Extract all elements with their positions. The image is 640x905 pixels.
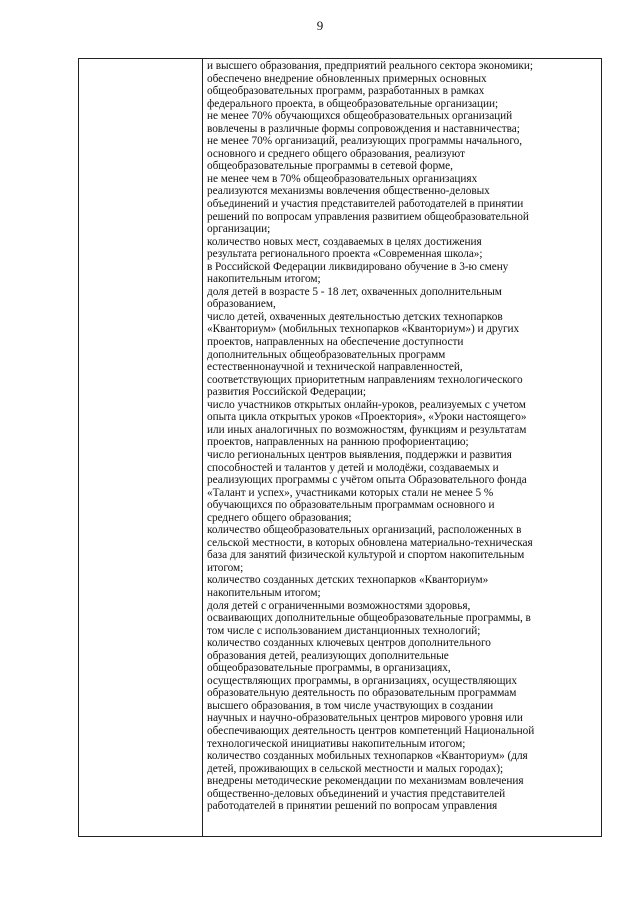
text-line: количество созданных ключевых центров дополнительного [207, 637, 491, 650]
text-line: федерального проекта, в общеобразовательные организации; [207, 97, 499, 110]
text-line: количество общеобразовательных организаций, расположенных в [207, 524, 522, 537]
text-line: общеобразовательных программ, разработанных в рамках [207, 85, 485, 98]
text-line: дополнительных общеобразовательных программ [207, 348, 446, 361]
text-line: накопительным итогом; [207, 273, 321, 286]
text-line: и высшего образования, предприятий реального сектора экономики; [207, 60, 533, 72]
text-line: «Кванториум» (мобильных технопарков «Кванториум») и других [207, 323, 520, 336]
text-line: образовательную деятельность по образовательным программам [207, 687, 517, 700]
text-line: доля детей с ограниченными возможностями здоровья, [207, 599, 471, 612]
text-line: или иных аналогичных по возможностям, функциям и результатам [207, 423, 527, 436]
text-line: «Талант и успех», участниками которых стали не менее 5 % [207, 486, 494, 499]
text-line: обучающихся по образовательным программам основного и [207, 499, 495, 512]
text-line: число детей, охваченных деятельностью детских технопарков [207, 310, 503, 323]
text-line: база для занятий физической культурой и спортом накопительным [207, 549, 525, 562]
text-line: реализуются механизмы вовлечения общественно-деловых [207, 185, 490, 198]
text-line: не менее 70% организаций, реализующих программы начального, [207, 135, 523, 148]
text-line: внедрены методические рекомендации по механизмам вовлечения [207, 775, 524, 788]
text-line: общеобразовательные программы в сетевой форме, [207, 160, 453, 173]
text-line: опыта цикла открытых уроков «Проектория», «Уроки настоящего» [207, 411, 527, 424]
text-line: проектов, направленных на раннюю профориентацию; [207, 436, 469, 449]
text-line: организации; [207, 223, 271, 236]
text-line: среднего общего образования; [207, 511, 352, 524]
text-line: основного и среднего общего образования, реализуют [207, 147, 465, 160]
text-line: том числе с использованием дистанционных технологий; [207, 624, 481, 637]
text-line: осваивающих дополнительные общеобразовательные программы, в [207, 612, 531, 625]
text-line: в Российской Федерации ликвидировано обучение в 3-ю смену [207, 260, 509, 273]
text-line: не менее чем в 70% общеобразовательных организациях [207, 172, 478, 185]
text-line: не менее 70% обучающихся общеобразовательных организаций [207, 110, 513, 123]
right-column-cell [203, 59, 602, 837]
text-line: количество созданных мобильных технопарков «Кванториум» (для [207, 750, 528, 763]
text-line: детей, проживающих в сельской местности и малых городах); [207, 762, 504, 775]
text-line: количество созданных детских технопарков «Кванториум» [207, 574, 489, 587]
text-line: обеспечивающих деятельность центров компетенций Национальной [207, 724, 535, 737]
text-line: реализующих программы с учётом опыта Образовательного фонда [207, 474, 527, 487]
text-line: число участников открытых онлайн-уроков, реализуемых с учетом [207, 398, 526, 411]
text-line: соответствующих приоритетным направлениям технологического [207, 373, 523, 386]
text-line: способностей и талантов у детей и молодёжи, создаваемых и [207, 461, 499, 474]
text-line: естественнонаучной и технической направленностей, [207, 361, 463, 374]
text-line: осуществляющих программы, в организациях, осуществляющих [207, 674, 517, 687]
text-line: технологической инициативы накопительным итогом; [207, 737, 466, 750]
text-line: развития Российской Федерации; [207, 386, 366, 399]
left-column-cell [79, 59, 203, 837]
text-line: обеспечено внедрение обновленных примерных основных [207, 72, 487, 85]
text-line: накопительным итогом; [207, 586, 321, 599]
text-line: работодателей в принятии решений по вопросам управления [207, 800, 498, 813]
text-line: результата регионального проекта «Современная школа»; [207, 248, 483, 261]
text-line: объединений и участия представителей работодателей в принятии [207, 198, 524, 211]
content-table [78, 58, 602, 837]
text-line: образованием, [207, 298, 276, 311]
text-line: итогом; [207, 561, 244, 574]
text-line: общеобразовательные программы, в организациях, [207, 662, 451, 675]
text-line: научных и научно-образовательных центров мирового уровня или [207, 712, 523, 725]
text-line: проектов, направленных на обеспечение доступности [207, 336, 464, 349]
text-line: число региональных центров выявления, поддержки и развития [207, 448, 512, 461]
text-line: количество новых мест, создаваемых в целях достижения [207, 235, 482, 248]
text-line: высшего образования, в том числе участвующих в создании [207, 699, 494, 712]
table-row [79, 59, 602, 837]
indicator-text-block [203, 59, 601, 813]
text-line: решений по вопросам управления развитием общеобразовательной [207, 210, 529, 223]
text-line: вовлечены в различные формы сопровождения и наставничества; [207, 122, 520, 135]
text-line: сельской местности, в которых обновлена материально-техническая [207, 536, 533, 549]
text-line: доля детей в возрасте 5 - 18 лет, охваченных дополнительным [207, 285, 502, 298]
page-number: 9 [316, 18, 324, 33]
text-line: общественно-деловых объединений и участия представителей [207, 787, 506, 800]
text-line: образования детей, реализующих дополнительные [207, 649, 449, 662]
